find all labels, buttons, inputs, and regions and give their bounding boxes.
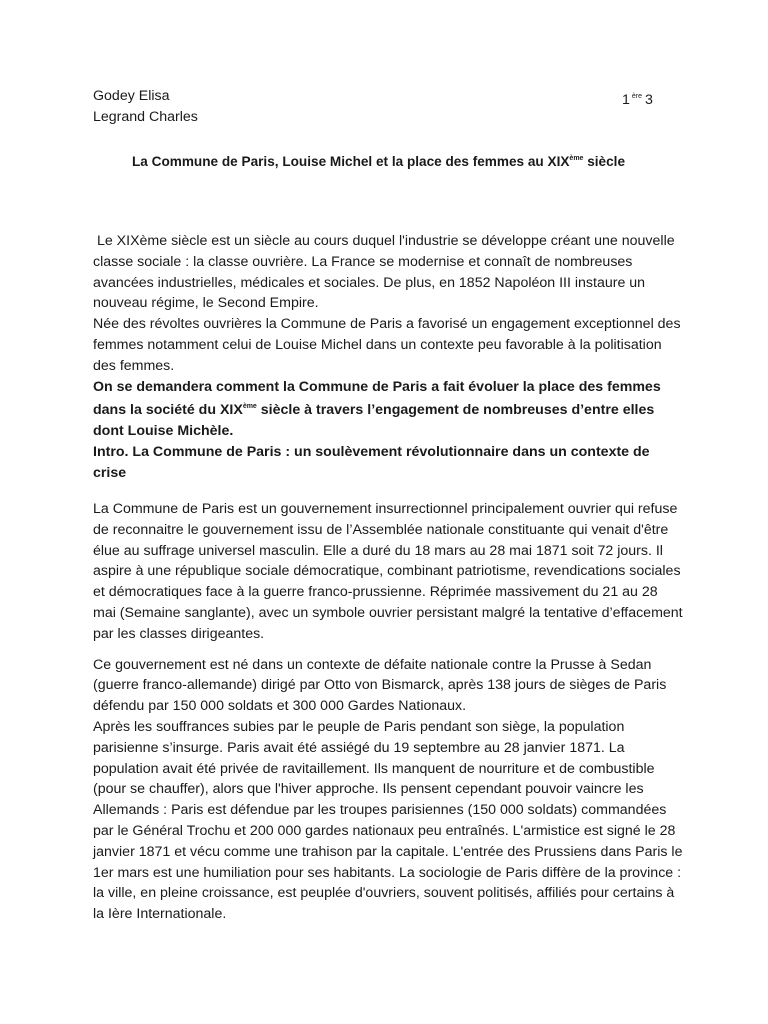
body-block (93, 499, 683, 925)
title-tail: siècle (583, 154, 626, 169)
body-paragraph-2: Ce gouvernement est né dans un contexte de défaite nationale contre la Prusse à Sedan (guerre franco-allemande) dirigé par Otto von Bismarck, après 138 jours de sièges de Paris défendu par 150 000 soldats et 300 000 Gardes Nationaux. (93, 656, 667, 715)
author-name-2: Legrand Charles (93, 109, 198, 125)
problem-statement-superscript: ème (242, 403, 257, 411)
author-name-1: Godey Elisa (93, 88, 170, 104)
class-number: 1 (622, 92, 630, 108)
problem-statement (93, 377, 683, 442)
document-title (132, 148, 625, 172)
title-superscript: ème (569, 155, 584, 162)
problem-statement-b: siècle à travers l’engagement de nombreuses d’entre elles dont Louise Michèle. (93, 402, 655, 440)
intro-paragraph-2: Née des révoltes ouvrières la Commune de Paris a favorisé un engagement exceptionnel des femmes notamment celui de Louise Michel dans un contexte peu favorable à la politisation des femmes. (93, 316, 681, 374)
title-main: La Commune de Paris, Louise Michel et la place des femmes au XIX (132, 154, 570, 169)
body-paragraph-3: Après les souffrances subies par le peuple de Paris pendant son siège, la population parisienne s’insurge. Paris avait été assiégé du 19 septembre au 28 janvier 1871. La population avait été privée de ravitaillement. Ils manquent de nourriture et de combustible (pour se chauffer), alors que l'hiver approche. Ils pensent cependant pouvoir vaincre les Allemands : Paris est défendue par les troupes parisiennes (150 000 soldats) commandées par le Général Trochu et 200 000 gardes nationaux peu entraînés. L'armistice est signé le 28 janvier 1871 et vécu comme une trahison par la capitale. L'entrée des Prussiens dans Paris le 1er mars est une humiliation pour ses habitants. La sociologie de Paris diffère de la province : la ville, en pleine croissance, est peuplée d'ouvriers, souvent politisés, affiliés pour certains à la Ière Internationale. (93, 718, 683, 923)
intro-block (93, 231, 683, 484)
section-heading: Intro. La Commune de Paris : un soulèvement révolutionnaire dans un contexte de crise (93, 443, 650, 481)
problem-statement-a: On se demandera comment la Commune de Paris a fait évoluer la place des femmes dans la société du XIX (93, 378, 661, 419)
class-label (622, 86, 653, 111)
intro-paragraph-1: Le XIXème siècle est un siècle au cours duquel l'industrie se développe créant une nouvelle classe sociale : la classe ouvrière. La France se modernise et connaît de nombreuses avancées industrielles, médicales et sociales. De plus, en 1852 Napoléon III instaure un nouveau régime, le Second Empire. (93, 233, 679, 312)
class-group: 3 (645, 92, 653, 108)
body-paragraph-1: La Commune de Paris est un gouvernement insurrectionnel principalement ouvrier qui refuse de reconnaitre le gouvernement issu de l’Assemblée nationale constituante qui venait d'être élue au suffrage universel masculin. Elle a duré du 18 mars au 28 mai 1871 soit 72 jours. Il aspire à une république sociale démocratique, combinant patriotisme, revendications sociales et démocratiques face à la guerre franco-prussienne. Réprimée massivement du 21 au 28 mai (Semaine sanglante), avec un symbole ouvrier persistant malgré la tentative d’effacement par les classes dirigeantes. (93, 501, 683, 642)
class-superscript: ère (631, 93, 643, 100)
